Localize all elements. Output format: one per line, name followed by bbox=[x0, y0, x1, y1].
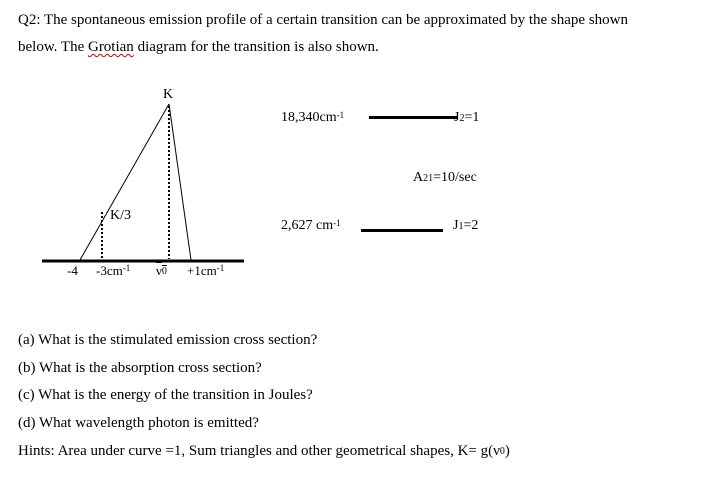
lower-level-energy bbox=[281, 217, 341, 235]
a-symbol: A bbox=[413, 170, 424, 185]
peak-label: K bbox=[163, 87, 174, 102]
problem-statement-line1: Q2: The spontaneous emission profile of a certain transition can be approximated by the shape shown bbox=[18, 12, 628, 28]
upper-energy-level-line bbox=[369, 116, 458, 119]
upper-j-sub: 2 bbox=[459, 113, 465, 124]
axis-tick-minus4: -4 bbox=[67, 263, 78, 278]
axis-tick-plus1-exp: -1 bbox=[216, 263, 225, 273]
shoulder-label: K/3 bbox=[110, 208, 131, 223]
question-a: (a) What is the stimulated emission cross section? bbox=[18, 332, 318, 348]
profile-falling-edge bbox=[169, 104, 191, 260]
question-d: (d) What wavelength photon is emitted? bbox=[18, 415, 259, 431]
einstein-a-coefficient bbox=[413, 169, 477, 187]
lower-j-symbol: J bbox=[453, 218, 459, 233]
axis-tick-minus3-exp: -1 bbox=[122, 263, 131, 273]
profile-rising-edge bbox=[80, 104, 169, 260]
a-sub: 21 bbox=[423, 173, 434, 184]
hints-sub: 0 bbox=[499, 446, 505, 457]
upper-energy-exp: -1 bbox=[336, 110, 345, 120]
intro-text-before: below. The bbox=[18, 39, 88, 55]
axis-tick-minus3-text: -3cm bbox=[96, 263, 123, 278]
upper-level-j bbox=[454, 109, 479, 127]
axis-tick-plus1-text: +1cm bbox=[187, 263, 217, 278]
upper-j-value: =1 bbox=[464, 110, 480, 125]
lower-j-value: =2 bbox=[463, 218, 479, 233]
upper-j-symbol: J bbox=[454, 110, 460, 125]
axis-tick-nu0-symbol: ν bbox=[156, 263, 162, 278]
a-value: =10/sec bbox=[433, 170, 477, 185]
spellcheck-word: Grotian bbox=[87, 39, 134, 55]
upper-level-energy bbox=[281, 109, 344, 127]
axis-tick-nu0-sub: 0 bbox=[161, 266, 167, 277]
lower-energy-level-line bbox=[361, 229, 443, 232]
lower-energy-value: 2,627 cm bbox=[281, 218, 334, 233]
lower-level-j bbox=[453, 217, 478, 235]
axis-tick-nu0 bbox=[156, 262, 167, 280]
lower-j-sub: 1 bbox=[458, 221, 464, 232]
hints-line bbox=[18, 442, 510, 460]
hints-close: ) bbox=[504, 443, 510, 459]
hints-text: Hints: Area under curve =1, Sum triangles and other geometrical shapes, K= g(ν bbox=[18, 443, 500, 459]
intro-text-after: diagram for the transition is also shown. bbox=[133, 39, 379, 55]
question-b: (b) What is the absorption cross section? bbox=[18, 360, 262, 376]
axis-tick-minus3 bbox=[96, 262, 130, 280]
axis-tick-plus1 bbox=[187, 262, 224, 280]
question-c: (c) What is the energy of the transition in Joules? bbox=[18, 387, 313, 403]
lower-energy-exp: -1 bbox=[333, 218, 341, 228]
upper-energy-value: 18,340cm bbox=[281, 110, 337, 125]
